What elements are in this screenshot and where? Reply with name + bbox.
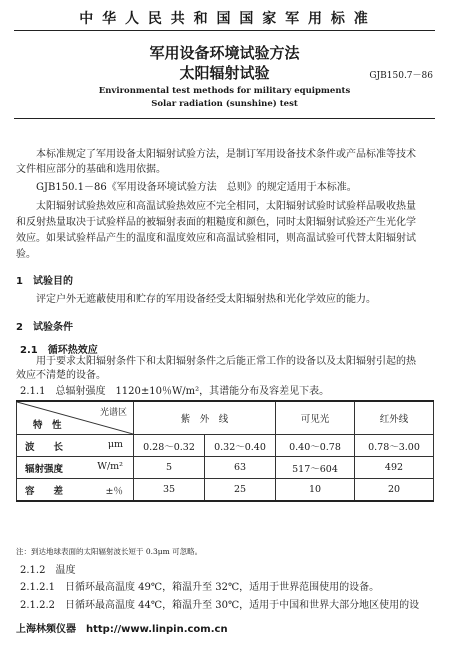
title-cn-2: 太阳辐射试验 [179, 64, 270, 82]
intro-p3-line3: 效应。如果试验样品产生的温度和温度效应和高温试验相同，则高温试验可代替太阳辐射试 [16, 233, 416, 244]
header-uv: 紫 外 线 [134, 401, 276, 435]
row-label [17, 435, 134, 457]
section21-heading: 2.1 循环热效应 [20, 345, 98, 356]
table-cell: 5 [134, 457, 205, 479]
table-note: 注：到达地球表面的太阳辐射波长短于 0.3μm 可忽略。 [16, 547, 203, 556]
standard-number: GJB150.7－86 [369, 71, 433, 81]
title-en-1: Environmental test methods for military equipments [98, 86, 351, 96]
table-cell: 0.78～3.00 [355, 435, 434, 457]
intro-p3-line2: 和反射热量取决于试验样品的被辐射表面的粗糙度和颜色，同时太阳辐射试验还产生光化学 [16, 217, 416, 228]
intro-p2: GJB150.1－86《军用设备环境试验方法 总则》的规定适用于本标准。 [36, 182, 357, 193]
table-row [17, 435, 434, 457]
title-rule [14, 118, 435, 119]
row-label-text: 容 差 [25, 485, 64, 497]
table-cell: 492 [355, 457, 434, 479]
row-unit: μm [107, 438, 123, 450]
section2-heading: 2 试验条件 [16, 322, 73, 333]
row-unit: W/m² [97, 460, 123, 472]
row-unit: ±％ [105, 485, 123, 497]
header-characteristic: 特 性 [33, 420, 62, 431]
row-label-text: 辐射强度 [25, 463, 64, 475]
intro-p1-line1: 本标准规定了军用设备太阳辐射试验方法，是制订军用设备技术条件或产品标准等技术 [36, 149, 416, 160]
title-en-2: Solar radiation (sunshine) test [151, 99, 298, 109]
table-row [17, 457, 434, 479]
section212-heading: 2.1.2 温度 [20, 565, 76, 576]
section21-line1: 用于要求太阳辐射条件下和太阳辐射条件之后能正常工作的设备以及太阳辐射引起的热 [36, 356, 416, 367]
table-cell: 0.32～0.40 [205, 435, 276, 457]
intro-p3-line4: 验。 [16, 249, 36, 260]
table-cell: 0.40～0.78 [276, 435, 355, 457]
table-cell: 25 [205, 479, 276, 502]
table-header-row [17, 401, 434, 435]
section1-heading: 1 试验目的 [16, 276, 73, 287]
intro-p3-line1: 太阳辐射试验热效应和高温试验热效应不完全相同，太阳辐射试验时试验样品吸收热量 [36, 201, 416, 212]
footer-watermark: 上海林频仪器 http://www.linpin.com.cn [16, 624, 228, 635]
section2121-item: 2.1.2.1 日循环最高温度 49℃，箱温升至 32℃，适用于世界范围使用的设备。 [20, 582, 380, 593]
section2122-item: 2.1.2.2 日循环最高温度 44℃，箱温升至 30℃，适用于中国和世界大部分地区使用的设 [20, 600, 420, 611]
table-cell: 63 [205, 457, 276, 479]
intro-p1-line2: 文件相应部分的基础和选用依据。 [16, 164, 166, 175]
table-cell: 35 [134, 479, 205, 502]
country-standard-header: 中 华 人 民 共 和 国 国 家 军 用 标 准 [79, 11, 370, 27]
row-label [17, 479, 134, 502]
table-cell: 10 [276, 479, 355, 502]
spectrum-table [16, 400, 434, 502]
header-visible: 可见光 [276, 401, 355, 435]
table-cell: 20 [355, 479, 434, 502]
table-cell: 517～604 [276, 457, 355, 479]
title-cn-1: 军用设备环境试验方法 [149, 44, 300, 62]
row-label-text: 波 长 [25, 441, 64, 453]
table-diagonal-header [17, 401, 134, 435]
row-label [17, 457, 134, 479]
header-spectral-region: 光谱区 [99, 408, 127, 418]
table-row [17, 479, 434, 502]
section1-body: 评定户外无遮蔽使用和贮存的军用设备经受太阳辐射热和光化学效应的能力。 [36, 294, 376, 305]
table-cell: 0.28～0.32 [134, 435, 205, 457]
header-rule [14, 30, 435, 31]
header-ir: 红外线 [355, 401, 434, 435]
section21-line2: 效应不清楚的设备。 [16, 370, 106, 381]
section211-text: 2.1.1 总辐射强度 1120±10％W/m²，其谱能分布及容差见下表。 [20, 386, 330, 397]
